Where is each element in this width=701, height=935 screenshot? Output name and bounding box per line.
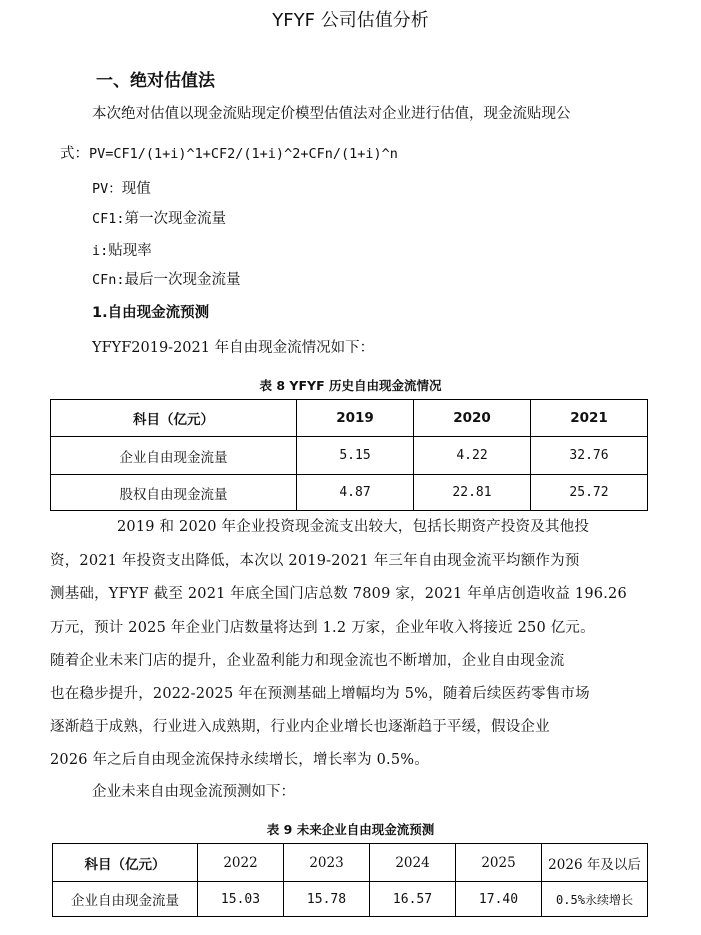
table-row [53, 882, 648, 917]
table8-caption: 表 8 YFYF 历史自由现金流情况 [259, 378, 442, 393]
table9-header-cell: 科目（亿元） [53, 844, 198, 882]
paragraph-line: 资，2021 年投资支出降低，本次以 2019-2021 年三年自由现金流平均额作为预 [50, 553, 580, 569]
table9-header-cell: 2026 年及以后 [542, 844, 648, 882]
table9-cell: 0.5%永续增长 [542, 882, 648, 917]
table9-cell: 17.40 [456, 882, 542, 917]
page-title: YFYF 公司估值分析 [272, 10, 429, 31]
table-row [51, 437, 648, 475]
table8-cell: 32.76 [531, 437, 648, 475]
table9-row-label: 企业自由现金流量 [53, 882, 198, 917]
table8-header-row [51, 400, 648, 437]
intro-line-2 [60, 142, 398, 163]
paragraph-line: 2026 年之后自由现金流保持永续增长，增长率为 0.5%。 [50, 752, 429, 768]
table9-header-cell: 2024 [370, 844, 456, 882]
table9 [52, 843, 648, 917]
definition-pv: PV：现值 [92, 181, 151, 197]
paragraph-line: 随着企业未来门店的提升，企业盈利能力和现金流也不断增加，企业自由现金流 [50, 653, 565, 669]
table9-cell: 15.03 [198, 882, 284, 917]
definition-cfn: CFn:最后一次现金流量 [92, 272, 241, 288]
table8-header-cell: 科目（亿元） [51, 400, 297, 437]
table9-header-cell: 2023 [284, 844, 370, 882]
table8-header-cell: 2020 [414, 400, 531, 437]
paragraph-line: 测基础，YFYF 截至 2021 年底全国门店总数 7809 家，2021 年单店创造收益 196.26 [50, 586, 627, 602]
table8-row-label: 股权自由现金流量 [51, 475, 297, 511]
table9-header-cell: 2022 [198, 844, 284, 882]
table8-lead: YFYF2019-2021 年自由现金流情况如下： [92, 340, 375, 356]
paragraph-line: 万元，预计 2025 年企业门店数量将达到 1.2 万家，企业年收入将接近 250 亿元。 [50, 620, 595, 636]
table9-header-cell: 2025 [456, 844, 542, 882]
paragraph-line: 逐渐趋于成熟，行业进入成熟期，行业内企业增长也逐渐趋于平缓，假设企业 [50, 719, 550, 735]
table8-cell: 25.72 [531, 475, 648, 511]
table8-cell: 22.81 [414, 475, 531, 511]
dcf-formula: PV=CF1/(1+i)^1+CF2/(1+i)^2+CFn/(1+i)^n [89, 146, 398, 162]
table8-cell: 4.87 [297, 475, 414, 511]
section-heading-absolute-valuation: 一、绝对估值法 [96, 71, 215, 91]
table8 [50, 399, 648, 511]
definition-cf1: CF1:第一次现金流量 [92, 211, 227, 227]
paragraph-line: 也在稳步提升，2022-2025 年在预测基础上增幅均为 5%，随着后续医药零售市场 [50, 686, 590, 702]
table9-cell: 16.57 [370, 882, 456, 917]
table8-header-cell: 2021 [531, 400, 648, 437]
table8-row-label: 企业自由现金流量 [51, 437, 297, 475]
intro-line-1: 本次绝对估值以现金流贴现定价模型估值法对企业进行估值，现金流贴现公 [92, 106, 571, 122]
table8-cell: 4.22 [414, 437, 531, 475]
subsection-heading-fcf-forecast: 1.自由现金流预测 [92, 305, 210, 321]
table9-cell: 15.78 [284, 882, 370, 917]
table8-cell: 5.15 [297, 437, 414, 475]
table-row [51, 475, 648, 511]
definition-i: i:贴现率 [92, 243, 152, 259]
table9-header-row [53, 844, 648, 882]
table9-caption: 表 9 未来企业自由现金流预测 [266, 822, 435, 837]
table8-header-cell: 2019 [297, 400, 414, 437]
table9-lead: 企业未来自由现金流预测如下： [92, 784, 295, 800]
paragraph-line: 2019 和 2020 年企业投资现金流支出较大，包括长期资产投资及其他投 [117, 519, 590, 535]
intro-prefix: 式： [60, 146, 89, 162]
